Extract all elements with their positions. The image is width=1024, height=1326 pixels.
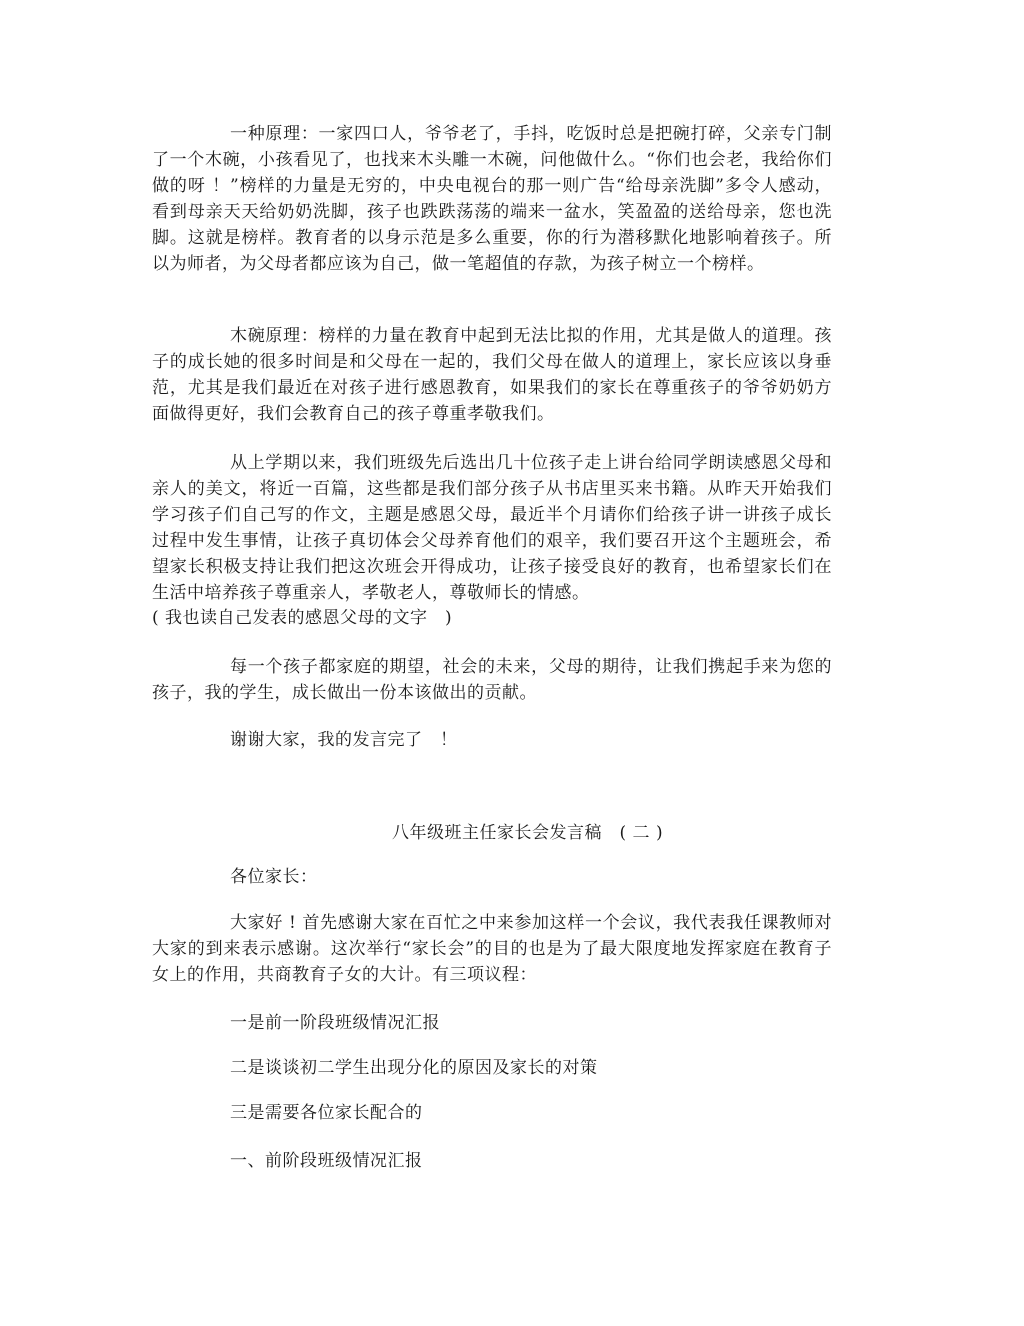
agenda-item-1: 一是前一阶段班级情况汇报: [230, 1013, 440, 1033]
paragraph-intro: 大家好 ! 首先感谢大家在百忙之中来参加这样一个会议，我代表我任课教师对大家的到来表示感谢。这次举行“家长会”的目的也是为了最大限度地发挥家庭在教育子女上的作用，共商教育子女的大计。有三项议程：: [152, 913, 832, 985]
paragraph-gratitude-reading: 从上学期以来，我们班级先后选出几十位孩子走上讲台给同学朗读感恩父母和亲人的美文，将近一百篇，这些都是我们部分孩子从书店里买来书籍。从昨天开始我们学习孩子们自己写的作文，主题是感恩父母，最近半个月请你们给孩子讲一讲孩子成长过程中发生事情，让孩子真切体会父母养育他们的艰辛，我们要召开这个主题班会，希望家长积极支持让我们把这次班会开得成功，让孩子接受良好的教育，也希望家长们在生活中培养孩子尊重亲人，孝敬老人，尊敬师长的情感。: [152, 453, 832, 603]
agenda-item-3: 三是需要各位家长配合的: [230, 1103, 423, 1123]
paragraph-thanks: 谢谢大家，我的发言完了 ！: [230, 730, 458, 750]
paragraph-closing-hope: 每一个孩子都家庭的期望，社会的未来，父母的期待，让我们携起手来为您的孩子，我的学生，成长做出一份本该做出的贡献。: [152, 657, 832, 703]
paragraph-wooden-bowl-principle: 木碗原理：榜样的力量在教育中起到无法比拟的作用，尤其是做人的道理。孩子的成长她的很多时间是和父母在一起的，我们父母在做人的道理上，家长应该以身垂范，尤其是我们最近在对孩子进行感恩教育，如果我们的家长在尊重孩子的爷爷奶奶方面做得更好，我们会教育自己的孩子尊重孝敬我们。: [152, 326, 832, 424]
paragraph-bowl-principle-story: 一种原理：一家四口人，爷爷老了，手抖，吃饭时总是把碗打碎，父亲专门制了一个木碗，小孩看见了，也找来木头雕一木碗，问他做什么。“你们也会老，我给你们做的呀 ！”榜样的力量是无穷的，中央电视台的那一则广告“给母亲洗脚”多令人感动，看到母亲天天给奶奶洗脚，孩子也跌跌荡荡的端来一盆水，笑盈盈的送给母亲，您也洗脚。这就是榜样。教育者的以身示范是多么重要，你的行为潜移默化地影响着孩子。所以为师者，为父母者都应该为自己，做一笔超值的存款，为孩子树立一个榜样。: [152, 124, 832, 274]
agenda-item-2: 二是谈谈初二学生出现分化的原因及家长的对策: [230, 1058, 598, 1078]
section-heading-1: 一、前阶段班级情况汇报: [230, 1151, 423, 1171]
paragraph-gratitude-note: ( 我也读自己发表的感恩父母的文字 ): [152, 608, 453, 628]
salutation: 各位家长：: [230, 867, 318, 887]
section-title: 八年级班主任家长会发言稿 ( 二 ): [392, 823, 664, 843]
